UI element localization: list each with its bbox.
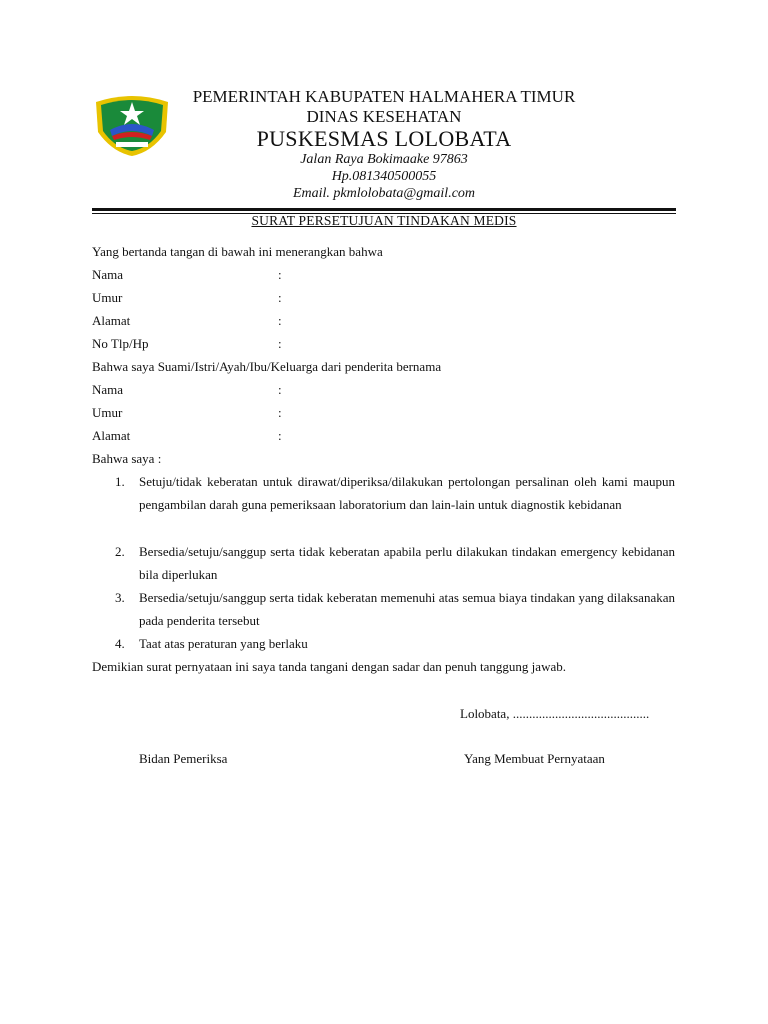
government-name: PEMERINTAH KABUPATEN HALMAHERA TIMUR bbox=[192, 87, 576, 106]
institution-name: PUSKESMAS LOLOBATA bbox=[256, 126, 512, 151]
field-separator: : bbox=[278, 336, 282, 351]
letterhead-divider-thick bbox=[92, 208, 676, 211]
signature-label-midwife: Bidan Pemeriksa bbox=[139, 751, 228, 766]
field-separator: : bbox=[278, 267, 282, 282]
field-separator: : bbox=[278, 405, 282, 420]
place-date-line: Lolobata, .......................................... bbox=[460, 706, 650, 721]
field-separator: : bbox=[278, 313, 282, 328]
intro-text: Yang bertanda tangan di bawah ini menerangkan bahwa bbox=[92, 244, 383, 259]
signer-field-label: Nama bbox=[92, 267, 124, 282]
phone-line: Hp.081340500055 bbox=[331, 169, 437, 184]
list-item-text: Bersedia/setuju/sanggup serta tidak keberatan memenuhi atas semua biaya tindakan yang dilaksanakan pada penderita tersebut bbox=[139, 590, 675, 629]
address-line: Jalan Raya Bokimaake 97863 bbox=[300, 152, 468, 167]
signer-field-label: Alamat bbox=[92, 313, 131, 328]
closing-statement: Demikian surat pernyataan ini saya tanda tangani dengan sadar dan penuh tanggung jawab. bbox=[92, 659, 566, 674]
list-item-number: 3. bbox=[115, 590, 125, 605]
patient-field-label: Umur bbox=[92, 405, 123, 420]
list-item-text: Bersedia/setuju/sanggup serta tidak keberatan apabila perlu dilakukan tindakan emergency kebidanan bila diperlukan bbox=[139, 544, 675, 583]
email-line: Email. pkmlolobata@gmail.com bbox=[292, 186, 476, 201]
statement-intro: Bahwa saya : bbox=[92, 451, 162, 466]
list-item-number: 4. bbox=[115, 636, 125, 651]
list-item-number: 1. bbox=[115, 474, 125, 489]
field-separator: : bbox=[278, 428, 282, 443]
relation-text: Bahwa saya Suami/Istri/Ayah/Ibu/Keluarga dari penderita bernama bbox=[92, 359, 442, 374]
field-separator: : bbox=[278, 382, 282, 397]
field-separator: : bbox=[278, 290, 282, 305]
signer-field-label: Umur bbox=[92, 290, 123, 305]
signer-field-label: No Tlp/Hp bbox=[92, 336, 149, 351]
department-name: DINAS KESEHATAN bbox=[306, 107, 462, 126]
signature-label-declarant: Yang Membuat Pernyataan bbox=[464, 751, 605, 766]
patient-field-label: Alamat bbox=[92, 428, 131, 443]
list-item-text: Setuju/tidak keberatan untuk dirawat/diperiksa/dilakukan pertolongan persalinan oleh kami maupun pengambilan darah guna pemeriksaan laboratorium dan lain-lain untuk diagnostik kebidanan bbox=[139, 474, 675, 513]
document-title: SURAT PERSETUJUAN TINDAKAN MEDIS bbox=[251, 213, 517, 228]
patient-field-label: Nama bbox=[92, 382, 124, 397]
list-item-number: 2. bbox=[115, 544, 125, 559]
list-item-text: Taat atas peraturan yang berlaku bbox=[139, 636, 308, 651]
